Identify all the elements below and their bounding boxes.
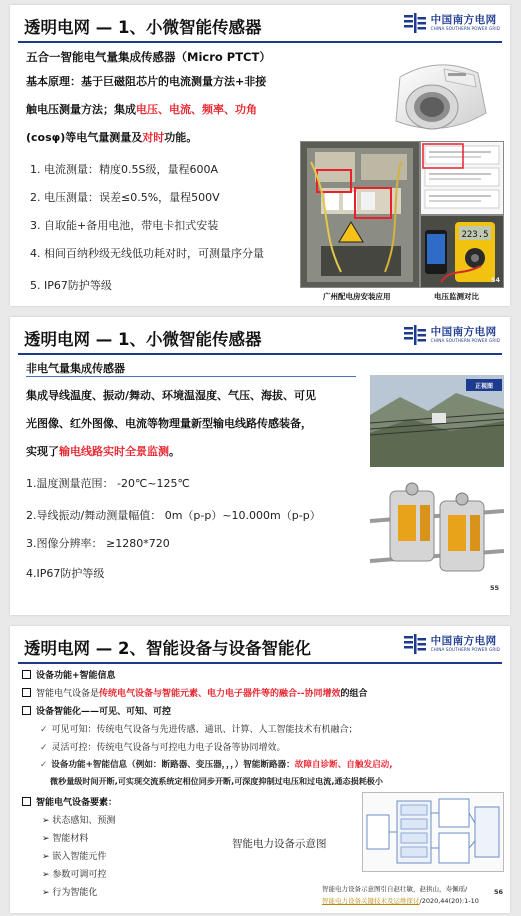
element-item — [42, 813, 115, 826]
smart-device-diagram — [362, 792, 504, 872]
principle-text: (cosφ)等电气量测量及 — [26, 131, 143, 144]
principle-highlight: 电压、电流、频率、功角 — [136, 103, 257, 116]
spec-item: 2. 电压测量：误差≤0.5%，量程500V — [30, 191, 220, 204]
figure-label: 智能电力设备示意图 — [232, 838, 327, 850]
spec-item: 3. 自取能+备用电池，带电卡扣式安装 — [30, 219, 219, 232]
arrow-bullet-icon: ➢ — [42, 816, 53, 826]
element-text: 参数可调可控 — [52, 870, 107, 880]
caption-voltage: 电压监测对比 — [434, 292, 479, 301]
bullet-text: 智能电气设备是 — [36, 689, 100, 699]
citation-tail: /2020,44(20):1-10 — [419, 897, 479, 905]
principle-text: 触电压测量方法；集成 — [26, 103, 136, 116]
principle-line-1: 基本原理：基于巨磁阻芯片的电流测量方法+非接 — [26, 75, 267, 88]
bullet-row — [22, 668, 116, 681]
slide-title: 透明电网 — 1、小微智能传感器 — [24, 330, 262, 349]
csg-logo-icon — [404, 325, 426, 345]
page-number: 56 — [494, 888, 504, 896]
check-icon: ✓ — [40, 760, 48, 770]
principle-highlight: 对时 — [142, 131, 165, 144]
page-number: 55 — [490, 584, 500, 592]
sub-bullet-text: 设备功能+智能信息（例如：断路器、变压器，，，）智能断路器： — [51, 760, 295, 770]
square-bullet-icon — [22, 688, 31, 697]
sub-bullet-text: 可见可知：传统电气设备与先进传感、通讯、计算、人工智能技术有机融合； — [51, 725, 358, 735]
caption-install: 广州配电房安装应用 — [323, 292, 391, 301]
sub-bullet-row — [40, 722, 358, 735]
sub-bullet-text: 灵活可控：传统电气设备与可控电力电子设备等协同增效。 — [51, 743, 286, 753]
spec-item: 4. 相间百纳秒级无线低功耗对时，可测量序分量 — [30, 247, 264, 260]
principle-line-3 — [26, 129, 197, 145]
description-line-1: 集成导线温度、振动/舞动、环境温湿度、气压、海拔、可见 — [26, 389, 317, 402]
check-icon: ✓ — [40, 725, 48, 735]
slide-non-electrical-sensor — [10, 317, 510, 615]
title-divider — [18, 662, 502, 664]
title-divider — [18, 353, 502, 355]
csg-logo — [404, 13, 500, 33]
line-sensor-graphic — [370, 471, 504, 593]
spec-item: 1.温度测量范围： -20℃~125℃ — [26, 477, 190, 490]
citation-line-2 — [322, 896, 479, 905]
element-item — [42, 867, 106, 880]
element-text: 嵌入智能元件 — [52, 852, 107, 862]
sub-bullet-highlight: 故障自诊断、自触发启动, — [294, 760, 393, 770]
logo-cn-text: 中国南方电网 — [430, 325, 497, 338]
bullet-text: 设备功能+智能信息 — [36, 671, 116, 681]
spec-item: 2.导线振动/舞动测量幅值： 0m（p-p）~10.000m（p-p） — [26, 509, 321, 522]
element-item — [42, 831, 88, 844]
principle-text: 功能。 — [164, 131, 198, 144]
square-bullet-icon — [22, 797, 31, 806]
spec-item: 3.图像分辨率： ≥1280*720 — [26, 537, 170, 550]
arrow-bullet-icon: ➢ — [42, 888, 53, 898]
install-photo-scene — [301, 142, 419, 287]
element-text: 智能材料 — [52, 834, 89, 844]
line-sensor-device-image — [370, 471, 504, 593]
bullet-text: 智能电气设备要素： — [36, 798, 118, 808]
slide-title: 透明电网 — 2、智能设备与设备智能化 — [24, 639, 311, 658]
logo-en-text: CHINA SOUTHERN POWER GRID — [430, 26, 500, 32]
micro-ptct-device-image — [382, 55, 494, 143]
slide-micro-ptct — [10, 5, 510, 306]
logo-en-text: CHINA SOUTHERN POWER GRID — [430, 647, 500, 653]
description-line-2: 光图像、红外图像、电流等物理量新型输电线路传感装备， — [26, 417, 312, 430]
transmission-line-photo — [370, 375, 504, 467]
element-item — [42, 885, 97, 898]
element-text: 行为智能化 — [52, 888, 98, 898]
sub-bullet-row — [40, 740, 286, 753]
sub-bullet-continuation: 微秒量级时间开断,可实现交流系统定相位同步开断,可深度抑制过电压和过电流,通态损耗极小 — [50, 776, 383, 786]
csg-logo-icon — [404, 13, 426, 33]
arrow-bullet-icon: ➢ — [42, 834, 53, 844]
photo-badge: 正视图 — [474, 383, 494, 390]
element-item — [42, 849, 106, 862]
check-icon: ✓ — [40, 743, 48, 753]
csg-logo — [404, 634, 500, 654]
slide-smart-equipment — [10, 626, 510, 913]
arrow-bullet-icon: ➢ — [42, 852, 53, 862]
citation-line-1: 智能电力设备示意图引自赵壮敏，赵拱山，寿佩瑶/ — [322, 885, 468, 893]
sub-bullet-row — [40, 758, 393, 770]
spec-item: 5. IP67防护等级 — [30, 279, 112, 292]
logo-en-text: CHINA SOUTHERN POWER GRID — [430, 338, 500, 344]
square-bullet-icon — [22, 670, 31, 679]
bullet-text: 的组合 — [340, 689, 368, 699]
arrow-bullet-icon: ➢ — [42, 870, 53, 880]
voltage-monitor-screenshot — [420, 141, 504, 215]
slide-title: 透明电网 — 1、小微智能传感器 — [24, 18, 262, 37]
bullet-row — [22, 686, 368, 699]
square-bullet-icon — [22, 706, 31, 715]
logo-cn-text: 中国南方电网 — [430, 13, 497, 26]
bullet-highlight: 传统电气设备与智能元素、电力电子器件等的融合--协同增效 — [99, 689, 341, 699]
monitor-screenshot-graphic — [421, 142, 503, 214]
description-highlight: 输电线路实时全景监测 — [59, 445, 169, 458]
page-number: 54 — [491, 276, 501, 284]
spec-item: 1. 电流测量：精度0.5S级，量程600A — [30, 163, 218, 176]
logo-cn-text: 中国南方电网 — [430, 634, 497, 647]
bullet-text: 设备智能化——可见、可知、可控 — [36, 707, 172, 717]
meter-reading: 223.5 — [461, 230, 489, 240]
description-text: 实现了 — [26, 445, 59, 458]
csg-logo — [404, 325, 500, 345]
csg-logo-icon — [404, 634, 426, 654]
subtitle-underline — [26, 376, 356, 377]
title-divider — [18, 41, 502, 43]
spec-item: 4.IP67防护等级 — [26, 567, 105, 580]
substation-install-photo — [300, 141, 420, 288]
smart-device-diagram-graphic — [363, 793, 503, 871]
bullet-row — [22, 704, 171, 717]
mountain-line-scene — [370, 375, 504, 467]
slide-subtitle: 非电气量集成传感器 — [26, 362, 125, 375]
element-text: 状态感知、预测 — [52, 816, 116, 826]
bullet-row — [22, 795, 117, 808]
description-text: 。 — [169, 445, 180, 458]
citation-link[interactable]: 智能电力设备关键技术及运维探讨 — [322, 897, 420, 905]
description-line-3 — [26, 443, 180, 459]
slide-subtitle: 五合一智能电气量集成传感器（Micro PTCT） — [26, 50, 271, 64]
principle-line-2 — [26, 101, 257, 117]
